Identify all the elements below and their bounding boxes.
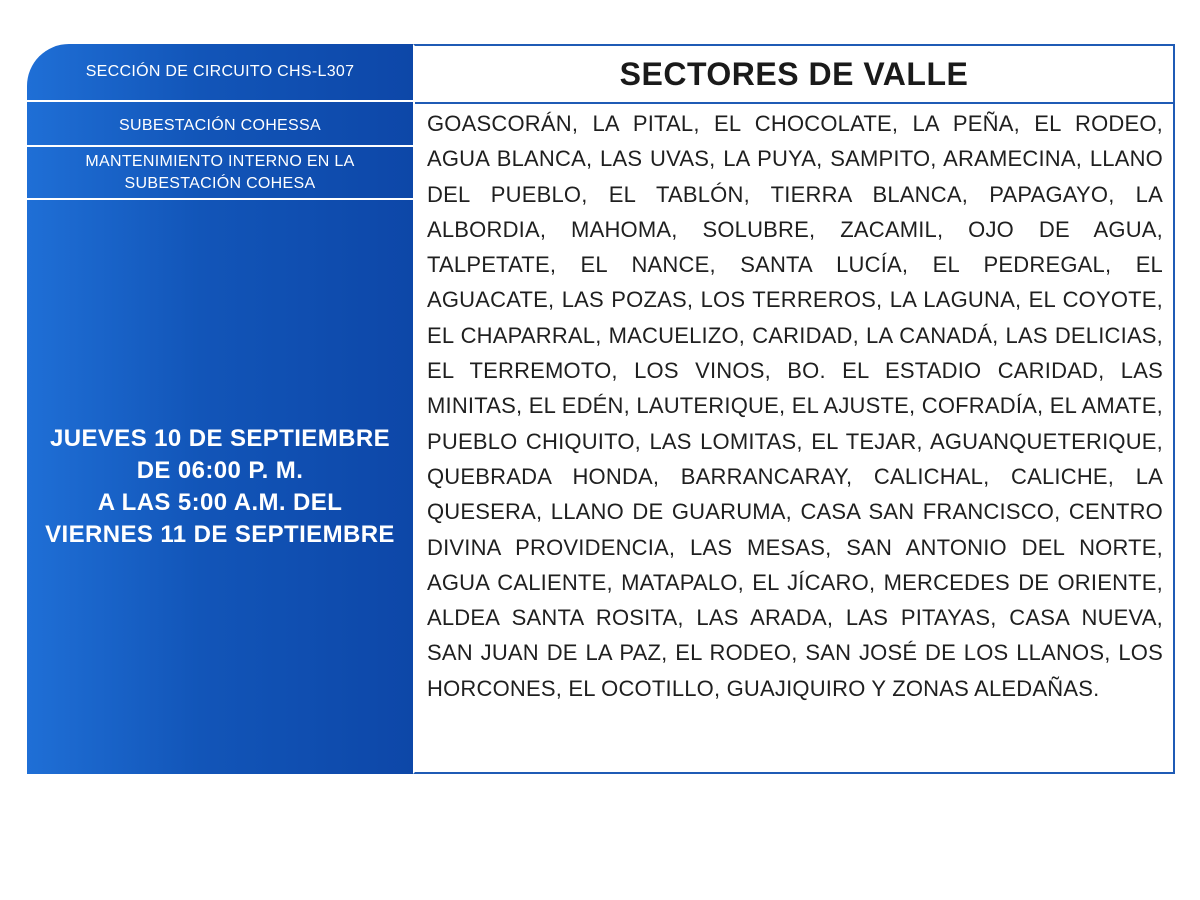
maintenance-description [27,147,413,200]
circuit-section-label: SECCIÓN DE CIRCUITO CHS-L307 [27,44,413,102]
substation-label: SUBESTACIÓN COHESSA [27,102,413,147]
schedule-line-1: JUEVES 10 DE SEPTIEMBRE [50,425,390,452]
outage-schedule [27,200,413,774]
schedule-line-3: A LAS 5:00 A.M. DEL [97,489,343,516]
sectors-panel [413,44,1175,774]
sectors-list: GOASCORÁN, LA PITAL, EL CHOCOLATE, LA PEÑA, EL RODEO, AGUA BLANCA, LAS UVAS, LA PUYA, SAMPITO, ARAMECINA, LLANO DEL PUEBLO, EL TABLÓN, TIERRA BLANCA, PAPAGAYO, LA ALBORDIA, MAHOMA, SOLUBRE, ZACAMIL, OJO DE AGUA, TALPETATE, EL NANCE, SANTA LUCÍA, EL PEDREGAL, EL AGUACATE, LAS POZAS, LOS TERREROS, LA LAGUNA, EL COYOTE, EL CHAPARRAL, MACUELIZO, CARIDAD, LA CANADÁ, LAS DELICIAS, EL TERREMOTO, LOS VINOS, BO. EL ESTADIO CARIDAD, LAS MINITAS, EL EDÉN, LAUTERIQUE, EL AJUSTE, COFRADÍA, EL AMATE, PUEBLO CHIQUITO, LAS LOMITAS, EL TEJAR, AGUANQUETERIQUE, QUEBRADA HONDA, BARRANCARAY, CALICHAL, CALICHE, LA QUESERA, LLANO DE GUARUMA, CASA SAN FRANCISCO, CENTRO DIVINA PROVIDENCIA, LAS MESAS, SAN ANTONIO DEL NORTE, AGUA CALIENTE, MATAPALO, EL JÍCARO, MERCEDES DE ORIENTE, ALDEA SANTA ROSITA, LAS ARADA, LAS PITAYAS, CASA NUEVA, SAN JUAN DE LA PAZ, EL RODEO, SAN JOSÉ DE LOS LLANOS, LOS HORCONES, EL OCOTILLO, GUAJIQUIRO Y ZONAS ALEDAÑAS. [427,111,1163,701]
maintenance-line-1: MANTENIMIENTO INTERNO EN LA [85,152,355,170]
schedule-line-2: DE 06:00 P. M. [136,457,304,484]
maintenance-line-2: SUBESTACIÓN COHESA [124,174,316,192]
schedule-panel [27,44,413,774]
outage-notice-table [27,44,1175,774]
schedule-line-4: VIERNES 11 DE SEPTIEMBRE [45,521,395,548]
sectors-title: SECTORES DE VALLE [415,46,1173,104]
